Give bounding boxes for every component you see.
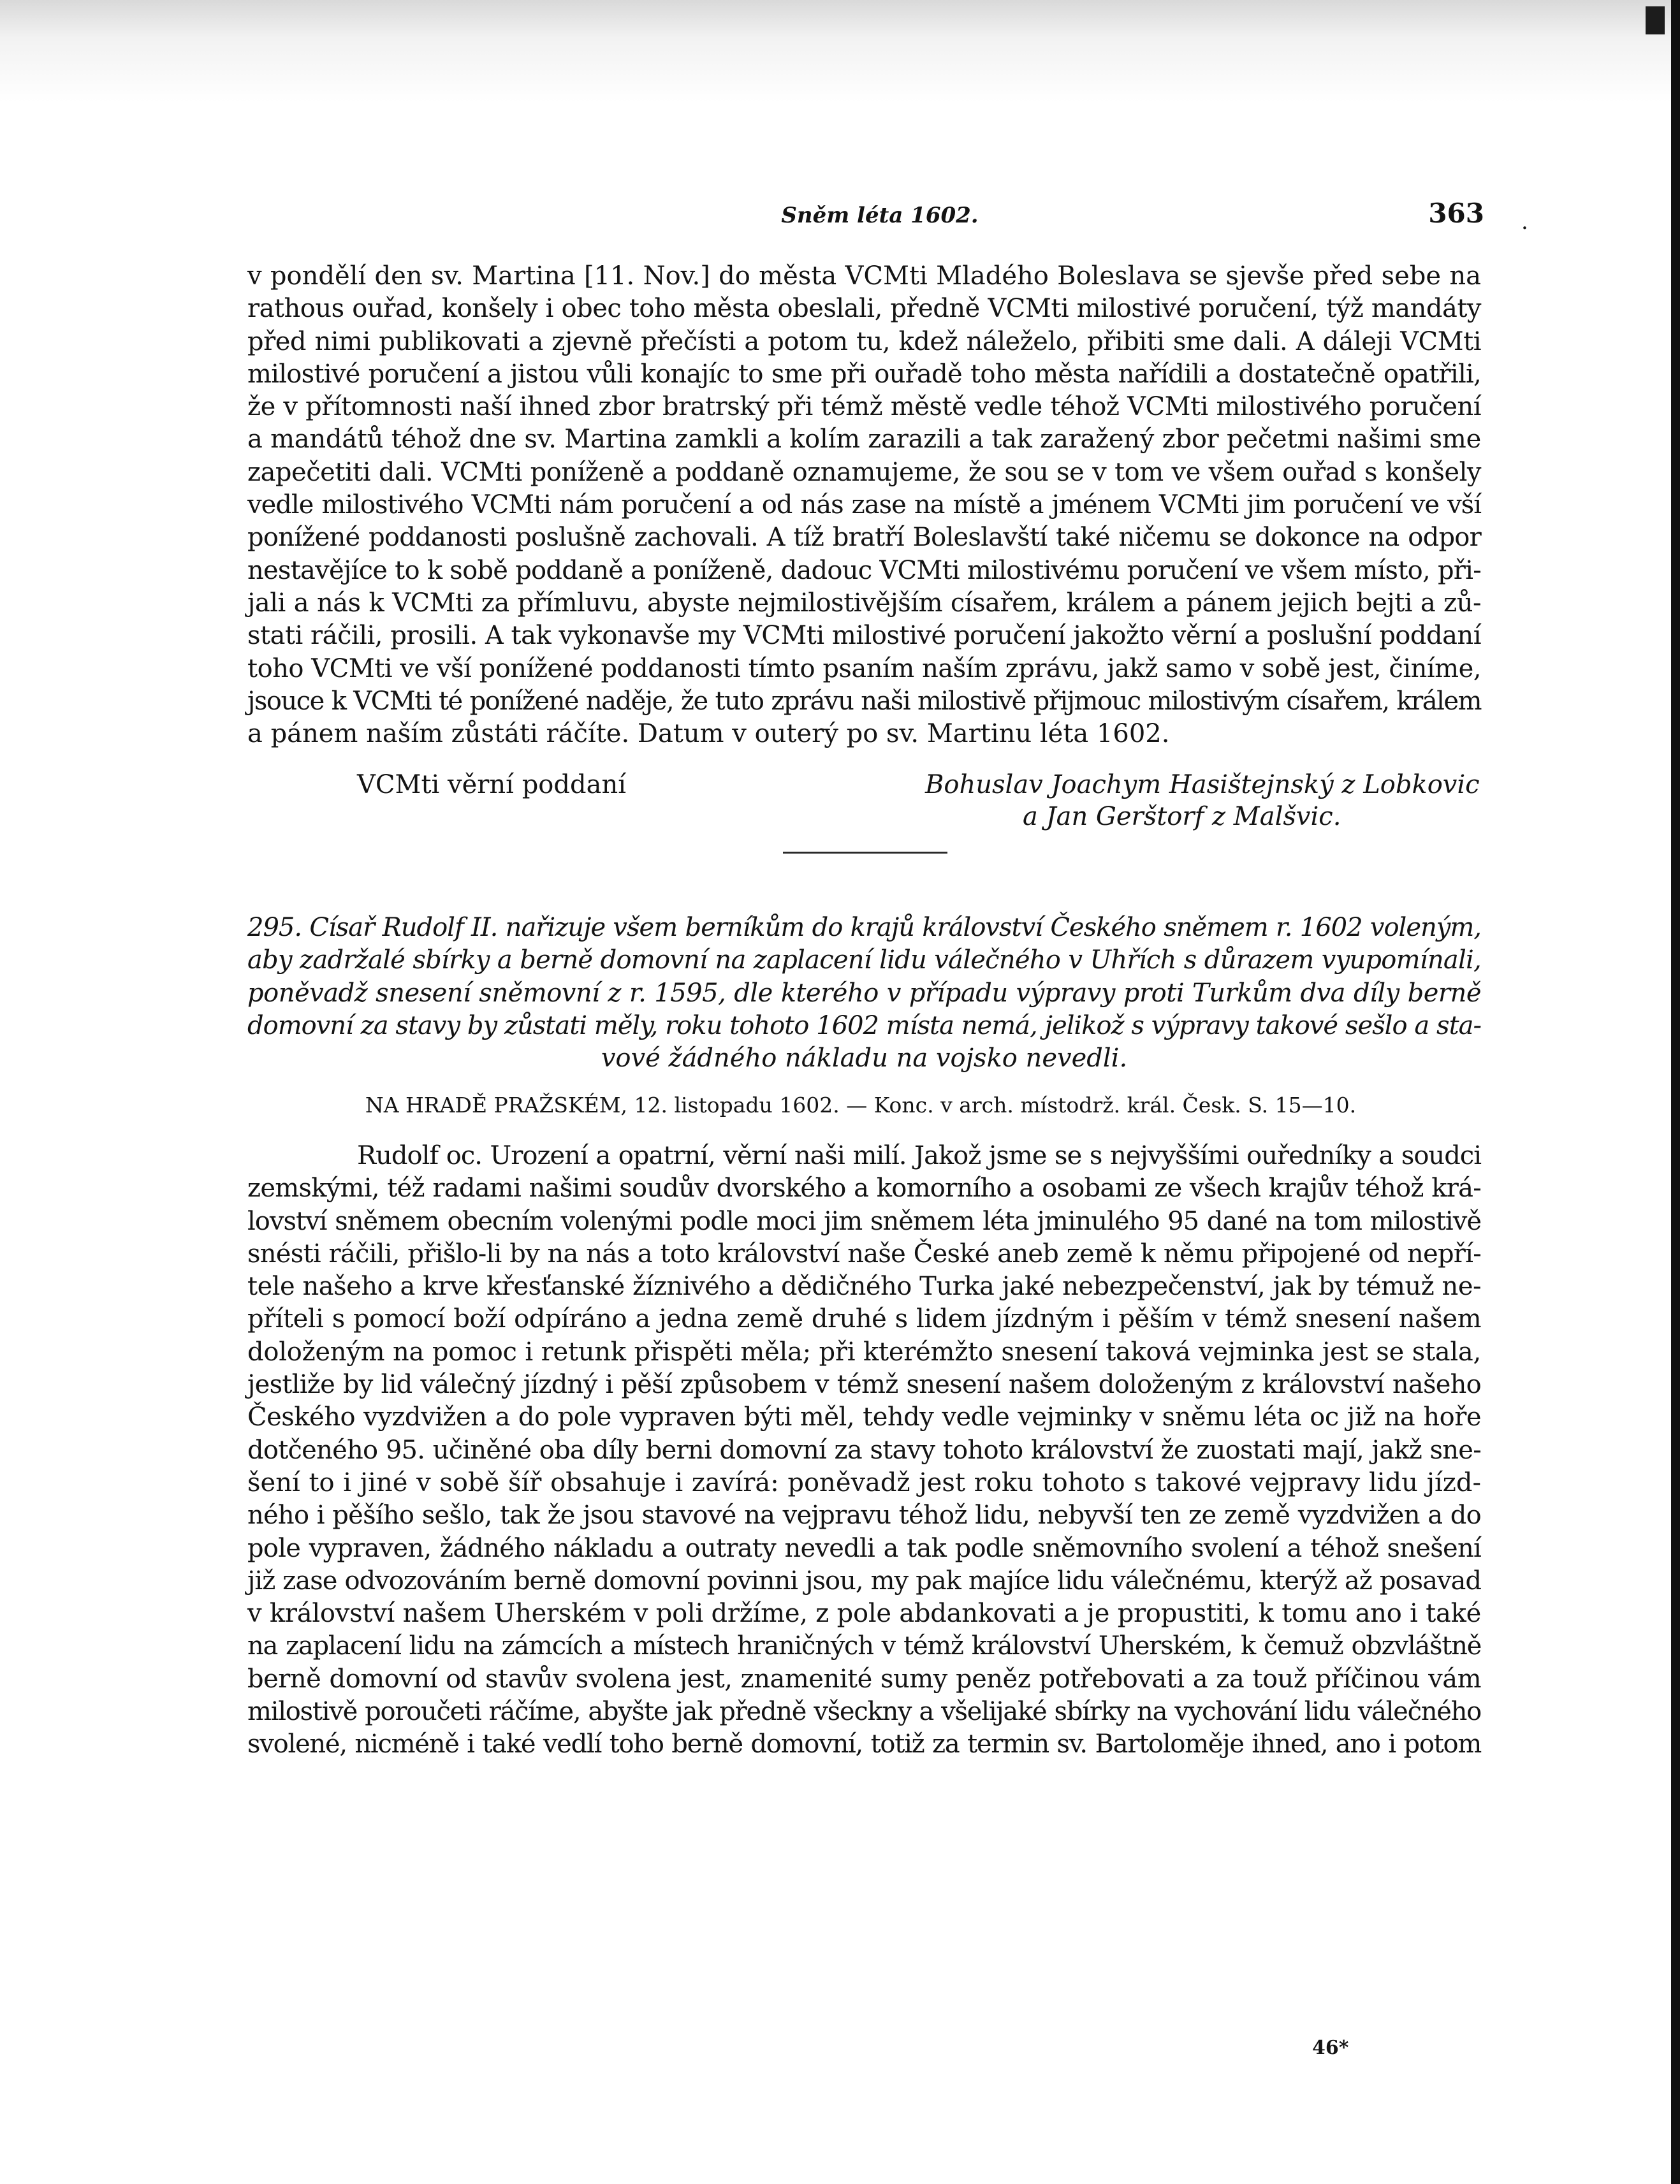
text-line: tele našeho a krve křesťanské žíznivého a dědičného Turka jaké nebezpečenství, jak by témuž ne- [247, 1272, 1481, 1302]
page-number: 363 [1428, 198, 1484, 229]
text-line: a pánem naším zůstáti ráčíte. Datum v outerý po sv. Martinu léta 1602. [247, 719, 1170, 749]
summary-line: domovní za stavy by zůstati měly, roku tohoto 1602 místa nemá, jelikož s výpravy takové sešlo a sta- [247, 1010, 1481, 1040]
text-line: dotčeného 95. učiněné oba díly berni domovní za stavy tohoto království že zuostati mají, jakž sne- [247, 1435, 1481, 1465]
text-line: berně domovní od stavův svolena jest, znamenité sumy peněz potřebovati a za touž příčinou vám [247, 1664, 1481, 1694]
text-line: vedle milostivého VCMti nám poručení a od nás zase na místě a jménem VCMti jim poručení ve vší [247, 490, 1481, 520]
text-line: snésti ráčili, přišlo-li by na nás a toto království naše České aneb země k němu připojené od nepří- [247, 1239, 1481, 1269]
letter-body [247, 260, 1481, 750]
text-line: toho VCMti ve vší ponížené poddanosti tímto psaním naším zprávu, jakž samo v sobě jest, činíme, [247, 653, 1481, 683]
text-line: svolené, nicméně i také vedlí toho berně domovní, totiž za termin sv. Bartoloměje ihned, ano i potom [247, 1729, 1481, 1759]
scan-edge [1671, 0, 1680, 2184]
text-line: pole vypraven, žádného nákladu a outraty nevedli a tak podle sněmovního svolení a téhož snešení [247, 1533, 1481, 1563]
text-line: příteli s pomocí boží odpíráno a jedna země druhé s lidem jízdným i pěším v témž snesení našem [247, 1304, 1481, 1334]
text-line: jestliže by lid válečný jízdný i pěší způsobem v témž snesení našem doloženým z království našeho [247, 1370, 1481, 1400]
text-line: již zase odvozováním berně domovní povinni jsou, my pak majíce lidu válečnému, kterýž až posavad [247, 1566, 1481, 1596]
text-line: milostivě poroučeti ráčíme, abyšte jak předně všeckny a všelijaké sbírky na vychování lidu válečného [247, 1697, 1481, 1727]
text-line: ponížené poddanosti poslušně zachovali. A tíž bratří Boleslavští také ničemu se dokonce na odpor [247, 523, 1481, 553]
running-title: Sněm léta 1602. [781, 203, 979, 228]
signatories: Bohuslav Joachym Hasištejnský z Lobkovic [925, 770, 1480, 799]
text-line: zemskými, též radami našimi soudův dvorského a komorního a osobami ze všech krajův téhož krá- [247, 1174, 1481, 1204]
document-body [247, 1140, 1481, 1761]
text-line: Českého vyzdvižen a do pole vypraven býti měl, tehdy vedle vejminky v sněmu léta oc již na hoře [247, 1402, 1481, 1432]
text-line: Rudolf oc. Urození a opatrní, věrní naši milí. Jakož jsme se s nejvyššími ouředníky a soudci [357, 1141, 1481, 1170]
summary-line: poněvadž snesení sněmovní z r. 1595, dle kterého v případu výpravy proti Turkům dva díly berně [247, 978, 1481, 1008]
document-summary [247, 912, 1481, 1075]
summary-line: aby zadržalé sbírky a berně domovní na zaplacení lidu válečného v Uhřích s důrazem vyupomínali, [247, 945, 1481, 975]
text-line: a mandátů téhož dne sv. Martina zamkli a kolím zarazili a tak zaražený zbor pečetmi našimi sme [247, 425, 1481, 455]
text-line: v království našem Uherském v poli držíme, z pole abdankovati a je propustiti, k tomu ano i také [247, 1599, 1481, 1629]
sheet-signature: 46* [1312, 2037, 1349, 2059]
text-line: stati ráčili, prosili. A tak vykonavše my VCMti milostivé poručení jakožto věrní a poslušní poddaní [247, 621, 1481, 651]
stray-mark: . [1521, 209, 1528, 235]
text-line: jsouce k VCMti té ponížené naděje, že tuto zprávu naši milostivě přijmouc milostivým císařem, králem [247, 686, 1481, 716]
text-line: zapečetiti dali. VCMti poníženě a poddaně oznamujeme, že sou se v tom ve všem ouřad s konšely [247, 457, 1481, 487]
source-citation: NA HRADĚ PRAŽSKÉM, 12. listopadu 1602. — Konc. v arch. místodrž. král. Česk. S. 15—10. [365, 1093, 1357, 1117]
text-line: v pondělí den sv. Martina [11. Nov.] do města VCMti Mladého Boleslava se sjevše před sebe na [247, 261, 1481, 291]
text-line: lovství sněmem obecním volenými podle moci jim sněmem léta jminulého 95 dané na tom milostivě [247, 1206, 1481, 1236]
text-line: nestavějíce to k sobě poddaně a poníženě, dadouc VCMti milostivému poručení ve všem místo, při- [247, 555, 1481, 585]
text-line: před nimi publikovati a zjevně přečísti a potom tu, kdež náleželo, přibiti sme dali. A dáleji VCMti [247, 326, 1481, 356]
text-line: milostivé poručení a jistou vůli konajíc to sme při ouřadě toho města nařídili a dostatečně opatřili, [247, 359, 1481, 389]
section-divider [783, 852, 947, 854]
text-line: ného i pěšího sešlo, tak že jsou stavové na vejpravu téhož lidu, nebyvší ten ze země vyzdvižen a do [247, 1501, 1481, 1531]
text-line: jali a nás k VCMti za přímluvu, abyste nejmilostivějším císařem, králem a pánem jejich bejti a zů- [247, 588, 1481, 618]
text-line: doloženým na pomoc i retunk přispěti měla; při kterémžto snesení taková vejminka jest se stala, [247, 1337, 1481, 1367]
scan-corner-mark [1646, 6, 1665, 34]
text-line: že v přítomnosti naší ihned zbor bratrský při témž městě vedle téhož VCMti milostivého poručení [247, 392, 1481, 422]
text-line: rathous ouřad, konšely i obec toho města obeslali, předně VCMti milostivé poručení, týž mandáty [247, 294, 1481, 324]
summary-line: 295. Císař Rudolf II. nařizuje všem berníkům do krajů království Českého sněmem r. 1602 voleným, [247, 913, 1481, 942]
summary-line: vové žádného nákladu na vojsko nevedli. [601, 1044, 1128, 1074]
signatories-continued: a Jan Gerštorf z Malšvic. [1023, 802, 1341, 831]
closing-formula: VCMti věrní poddaní [357, 770, 626, 799]
text-line: na zaplacení lidu na zámcích a místech hraničných v témž království Uherském, k čemuž obzvláštně [247, 1631, 1481, 1661]
text-line: šení to i jiné v sobě šíř obsahuje i zavírá: poněvadž jest roku tohoto s takové vejpravy lidu jízd- [247, 1467, 1481, 1497]
